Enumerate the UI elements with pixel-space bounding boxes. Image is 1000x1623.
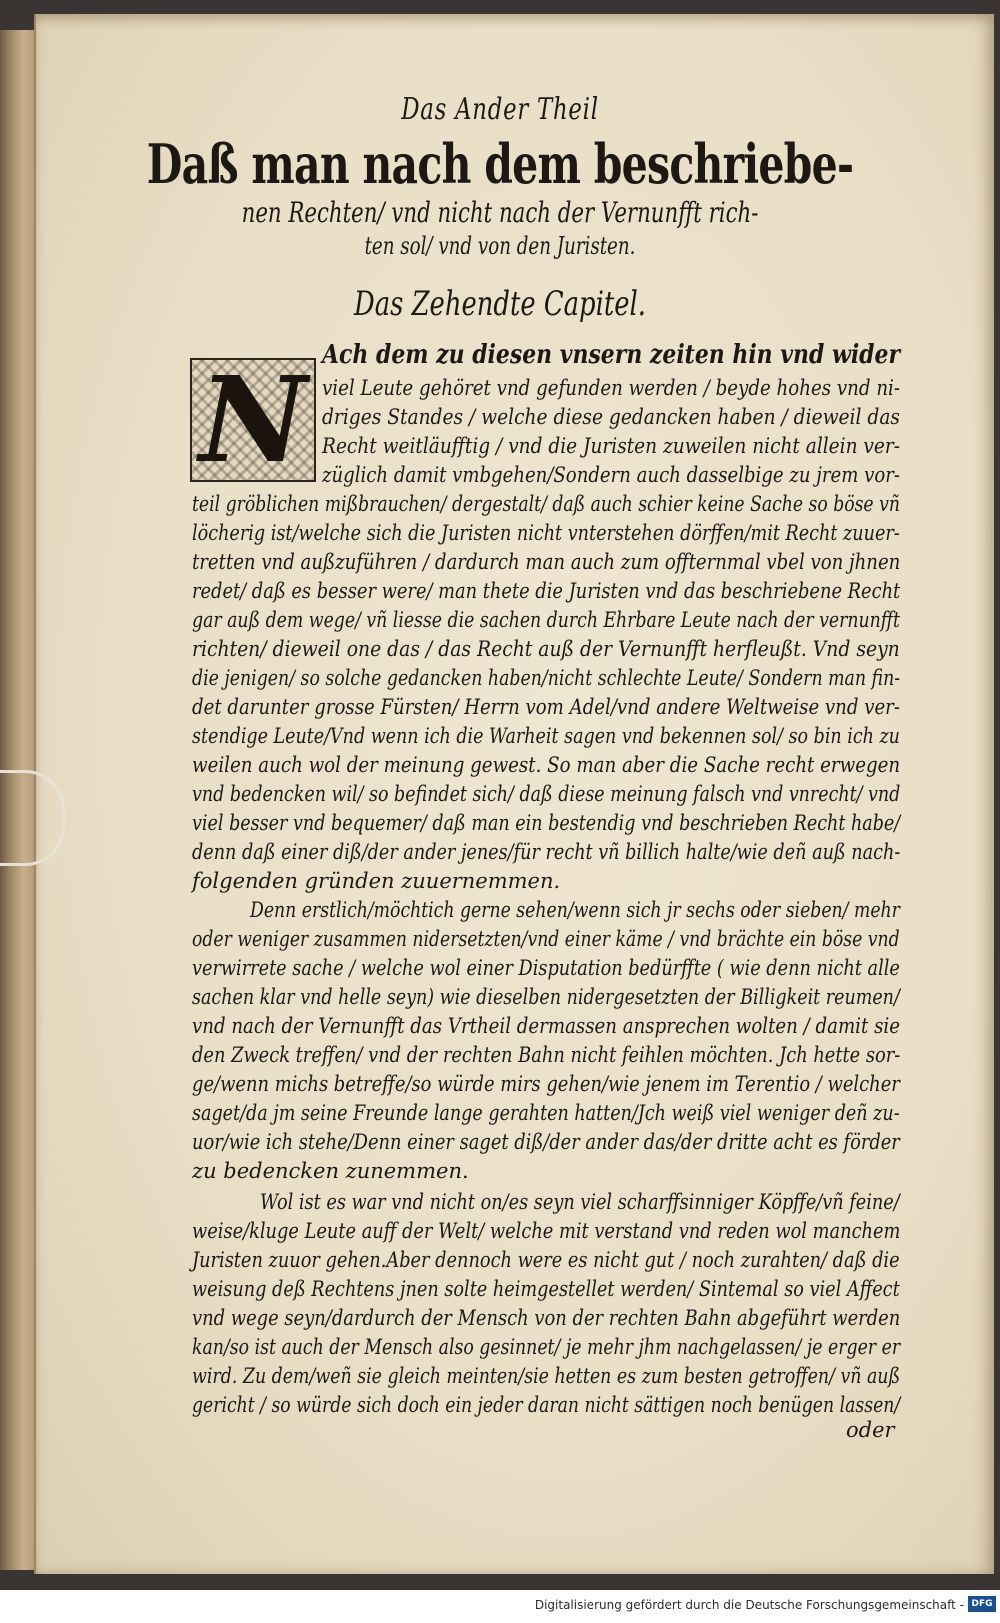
- decorated-initial: [190, 350, 316, 489]
- text-line: sachen klar vnd helle seyn) wie dieselben nidergesetzten der Billigkeit reumen/: [192, 985, 900, 1009]
- text-line: vnd bedencken wil/ so befindet sich/ daß diese meinung falsch vnd vnrecht/ vnd: [192, 782, 901, 806]
- text-line: kan/so ist auch der Mensch also gesinnet/ je mehr jhm nachgelassen/ je erger er: [192, 1335, 901, 1359]
- chapter-title-line-1: Daß man nach dem beschriebe-: [146, 132, 854, 196]
- text-line: viel Leute gehöret vnd gefunden werden / beyde hohes vnd ni-: [322, 376, 901, 400]
- text-line: gar auß dem wege/ vñ liesse die sachen durch Ehrbare Leute nach der vernunfft: [192, 608, 900, 632]
- text-line: redet/ daß es besser were/ man thete die Juristen vnd das beschriebene Recht: [192, 579, 901, 603]
- text-line: teil gröblichen mißbrauchen/ dergestalt/ daß auch schier keine Sache so böse vñ: [192, 492, 900, 516]
- part-heading: Das Ander Theil: [401, 92, 599, 127]
- text-line: den Zweck treffen/ vnd der rechten Bahn nicht feihlen möchten. Jch hette sor-: [192, 1043, 901, 1067]
- text-line: wird. Zu dem/weñ sie gleich meinten/sie hetten es zum besten getroffen/ vñ auß: [192, 1364, 901, 1388]
- chapter-number-heading: Das Zehendte Capitel.: [353, 284, 646, 324]
- text-line: Juristen zuuor gehen.Aber dennoch were es nicht gut / noch zurahten/ daß die: [192, 1248, 900, 1272]
- text-line: Wol ist es war vnd nicht on/es seyn viel scharffsinniger Köpffe/vñ feine/: [260, 1190, 900, 1214]
- text-line: weise/kluge Leute auff der Welt/ welche mit verstand vnd reden wol manchem: [192, 1219, 901, 1243]
- funding-credit: Digitalisierung gefördert durch die Deutsche Forschungsgemeinschaft -: [534, 1598, 964, 1612]
- text-line: Recht weitläufftig / vnd die Juristen zuweilen nicht allein ver-: [322, 434, 901, 458]
- text-line: stendige Leute/Vnd wenn ich die Warheit sagen vnd bekennen sol/ so bin ich zu: [192, 724, 900, 748]
- catchword: oder: [846, 1418, 895, 1442]
- text-line: Ach dem zu diesen vnsern zeiten hin vnd wider: [322, 340, 901, 370]
- initial-letter: N: [199, 350, 307, 489]
- digitization-footer: [0, 1590, 1000, 1623]
- text-line: die jenigen/ so solche gedancken haben/nicht schlechte Leute/ Sondern man fin-: [192, 666, 901, 690]
- chapter-title-line-3: ten sol/ vnd von den Juristen.: [364, 232, 636, 260]
- text-line: gericht / so würde sich doch ein jeder daran nicht sättigen noch benügen lassen/: [192, 1393, 901, 1417]
- elastic-band: [0, 770, 65, 866]
- text-line: denn daß einer diß/der ander jenes/für recht vñ billich halte/wie deñ auß nach-: [192, 840, 901, 864]
- text-line: verwirrete sache / welche wol einer Disputation bedürffte ( wie denn nicht alle: [192, 956, 900, 980]
- dfg-logo: DFG: [968, 1596, 996, 1612]
- text-line: tretten vnd außzuführen / dardurch man auch zum offternmal vbel von jhnen: [192, 550, 901, 574]
- text-line: saget/da jm seine Freunde lange gerahten hatten/Jch weiß viel weniger deñ zu-: [192, 1101, 900, 1125]
- text-line: oder weniger zusammen nidersetzten/vnd einer käme / vnd brächte ein böse vnd: [192, 927, 900, 951]
- text-line: driges Standes / welche diese gedancken haben / dieweil das: [322, 405, 900, 429]
- text-line: weilen auch wol der meinung gewest. So man aber die Sache recht erwegen: [192, 753, 901, 777]
- chapter-title-line-2: nen Rechten/ vnd nicht nach der Vernunfft rich-: [241, 196, 759, 229]
- text-line: ge/wenn michs betreffe/so würde mirs gehen/wie jenem im Terentio / welcher: [192, 1072, 900, 1096]
- text-line: züglich damit vmbgehen/Sondern auch dasselbige zu jrem vor-: [322, 463, 900, 487]
- text-line: löcherig ist/welche sich die Juristen nicht vnterstehen dörffen/mit Recht zuuer-: [192, 521, 900, 545]
- text-line: weisung deß Rechtens jnen solte heimgestellet werden/ Sintemal so viel Affect: [192, 1277, 900, 1301]
- text-line: zu bedencken zunemmen.: [192, 1159, 469, 1183]
- text-line: vnd nach der Vernunfft das Vrtheil dermassen ansprechen wolten / damit sie: [192, 1014, 900, 1038]
- text-line: vnd wege seyn/dardurch der Mensch von der rechten Bahn abgeführt werden: [192, 1306, 901, 1330]
- text-line: richten/ dieweil one das / das Recht auß der Vernunfft herfleußt. Vnd seyn: [192, 637, 900, 661]
- text-line: Denn erstlich/möchtich gerne sehen/wenn sich jr sechs oder sieben/ mehr: [250, 898, 900, 922]
- text-line: folgenden gründen zuuernemmen.: [192, 869, 561, 893]
- text-line: det darunter grosse Fürsten/ Herrn vom Adel/vnd andere Weltweise vnd ver-: [192, 695, 900, 719]
- text-line: uor/wie ich stehe/Denn einer saget diß/der ander das/der dritte acht es förder: [192, 1130, 900, 1154]
- text-line: viel besser vnd bequemer/ daß man ein bestendig vnd beschrieben Recht habe/: [192, 811, 901, 835]
